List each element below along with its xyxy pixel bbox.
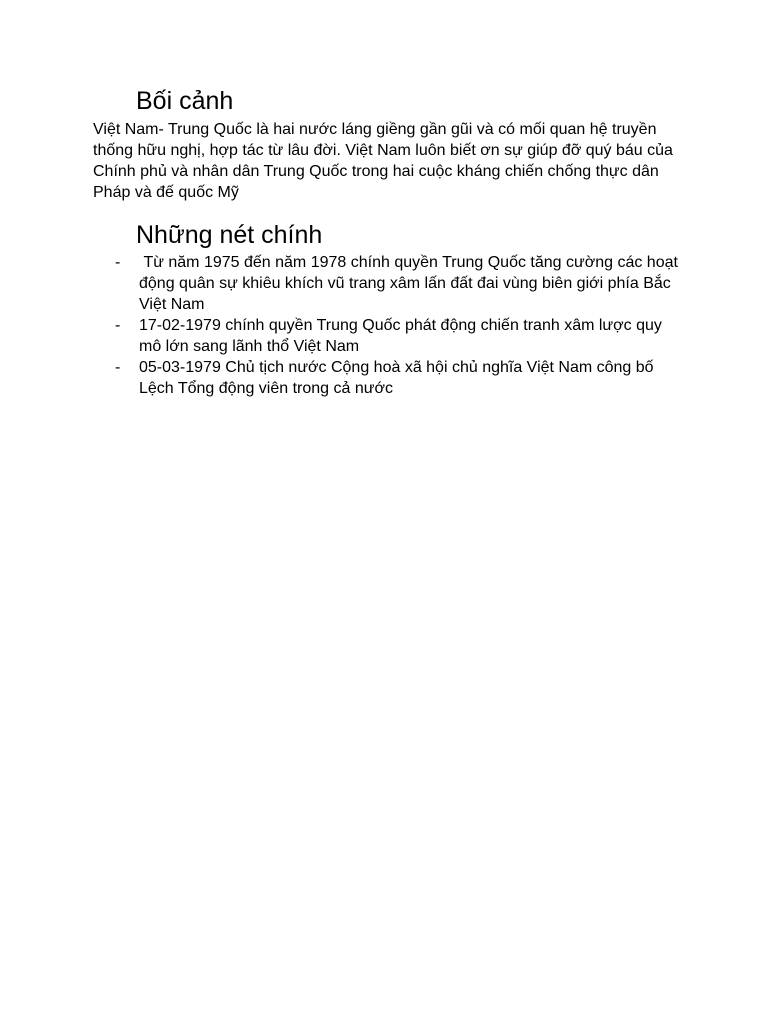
list-item <box>0 252 684 315</box>
list-item <box>0 357 684 399</box>
bullet-dash: - <box>115 317 121 334</box>
heading-main-points: Những nét chính <box>136 221 323 249</box>
paragraph-context: Việt Nam- Trung Quốc là hai nước láng giềng gần gũi và có mối quan hệ truyền thống hữu nghị, hợp tác từ lâu đời. Việt Nam luôn biết ơn sự giúp đỡ quý báu của Chính phủ và nhân dân Trung Quốc trong hai cuộc kháng chiến chống thực dân Pháp và đế quốc Mỹ <box>93 121 673 201</box>
list-item-text: 05-03-1979 Chủ tịch nước Cộng hoà xã hội chủ nghĩa Việt Nam công bố Lệch Tổng động viên trong cả nước <box>139 359 654 397</box>
bullet-dash: - <box>115 254 121 271</box>
list-item-text: Từ năm 1975 đến năm 1978 chính quyền Trung Quốc tăng cường các hoạt động quân sự khiêu khích vũ trang xâm lấn đất đai vùng biên giới phía Bắc Việt Nam <box>139 254 683 313</box>
main-points-list <box>0 252 768 399</box>
list-item-text: 17-02-1979 chính quyền Trung Quốc phát động chiến tranh xâm lược quy mô lớn sang lãnh thổ Việt Nam <box>139 317 662 355</box>
list-item <box>0 315 684 357</box>
heading-context: Bối cảnh <box>136 87 234 115</box>
bullet-dash: - <box>115 359 121 376</box>
